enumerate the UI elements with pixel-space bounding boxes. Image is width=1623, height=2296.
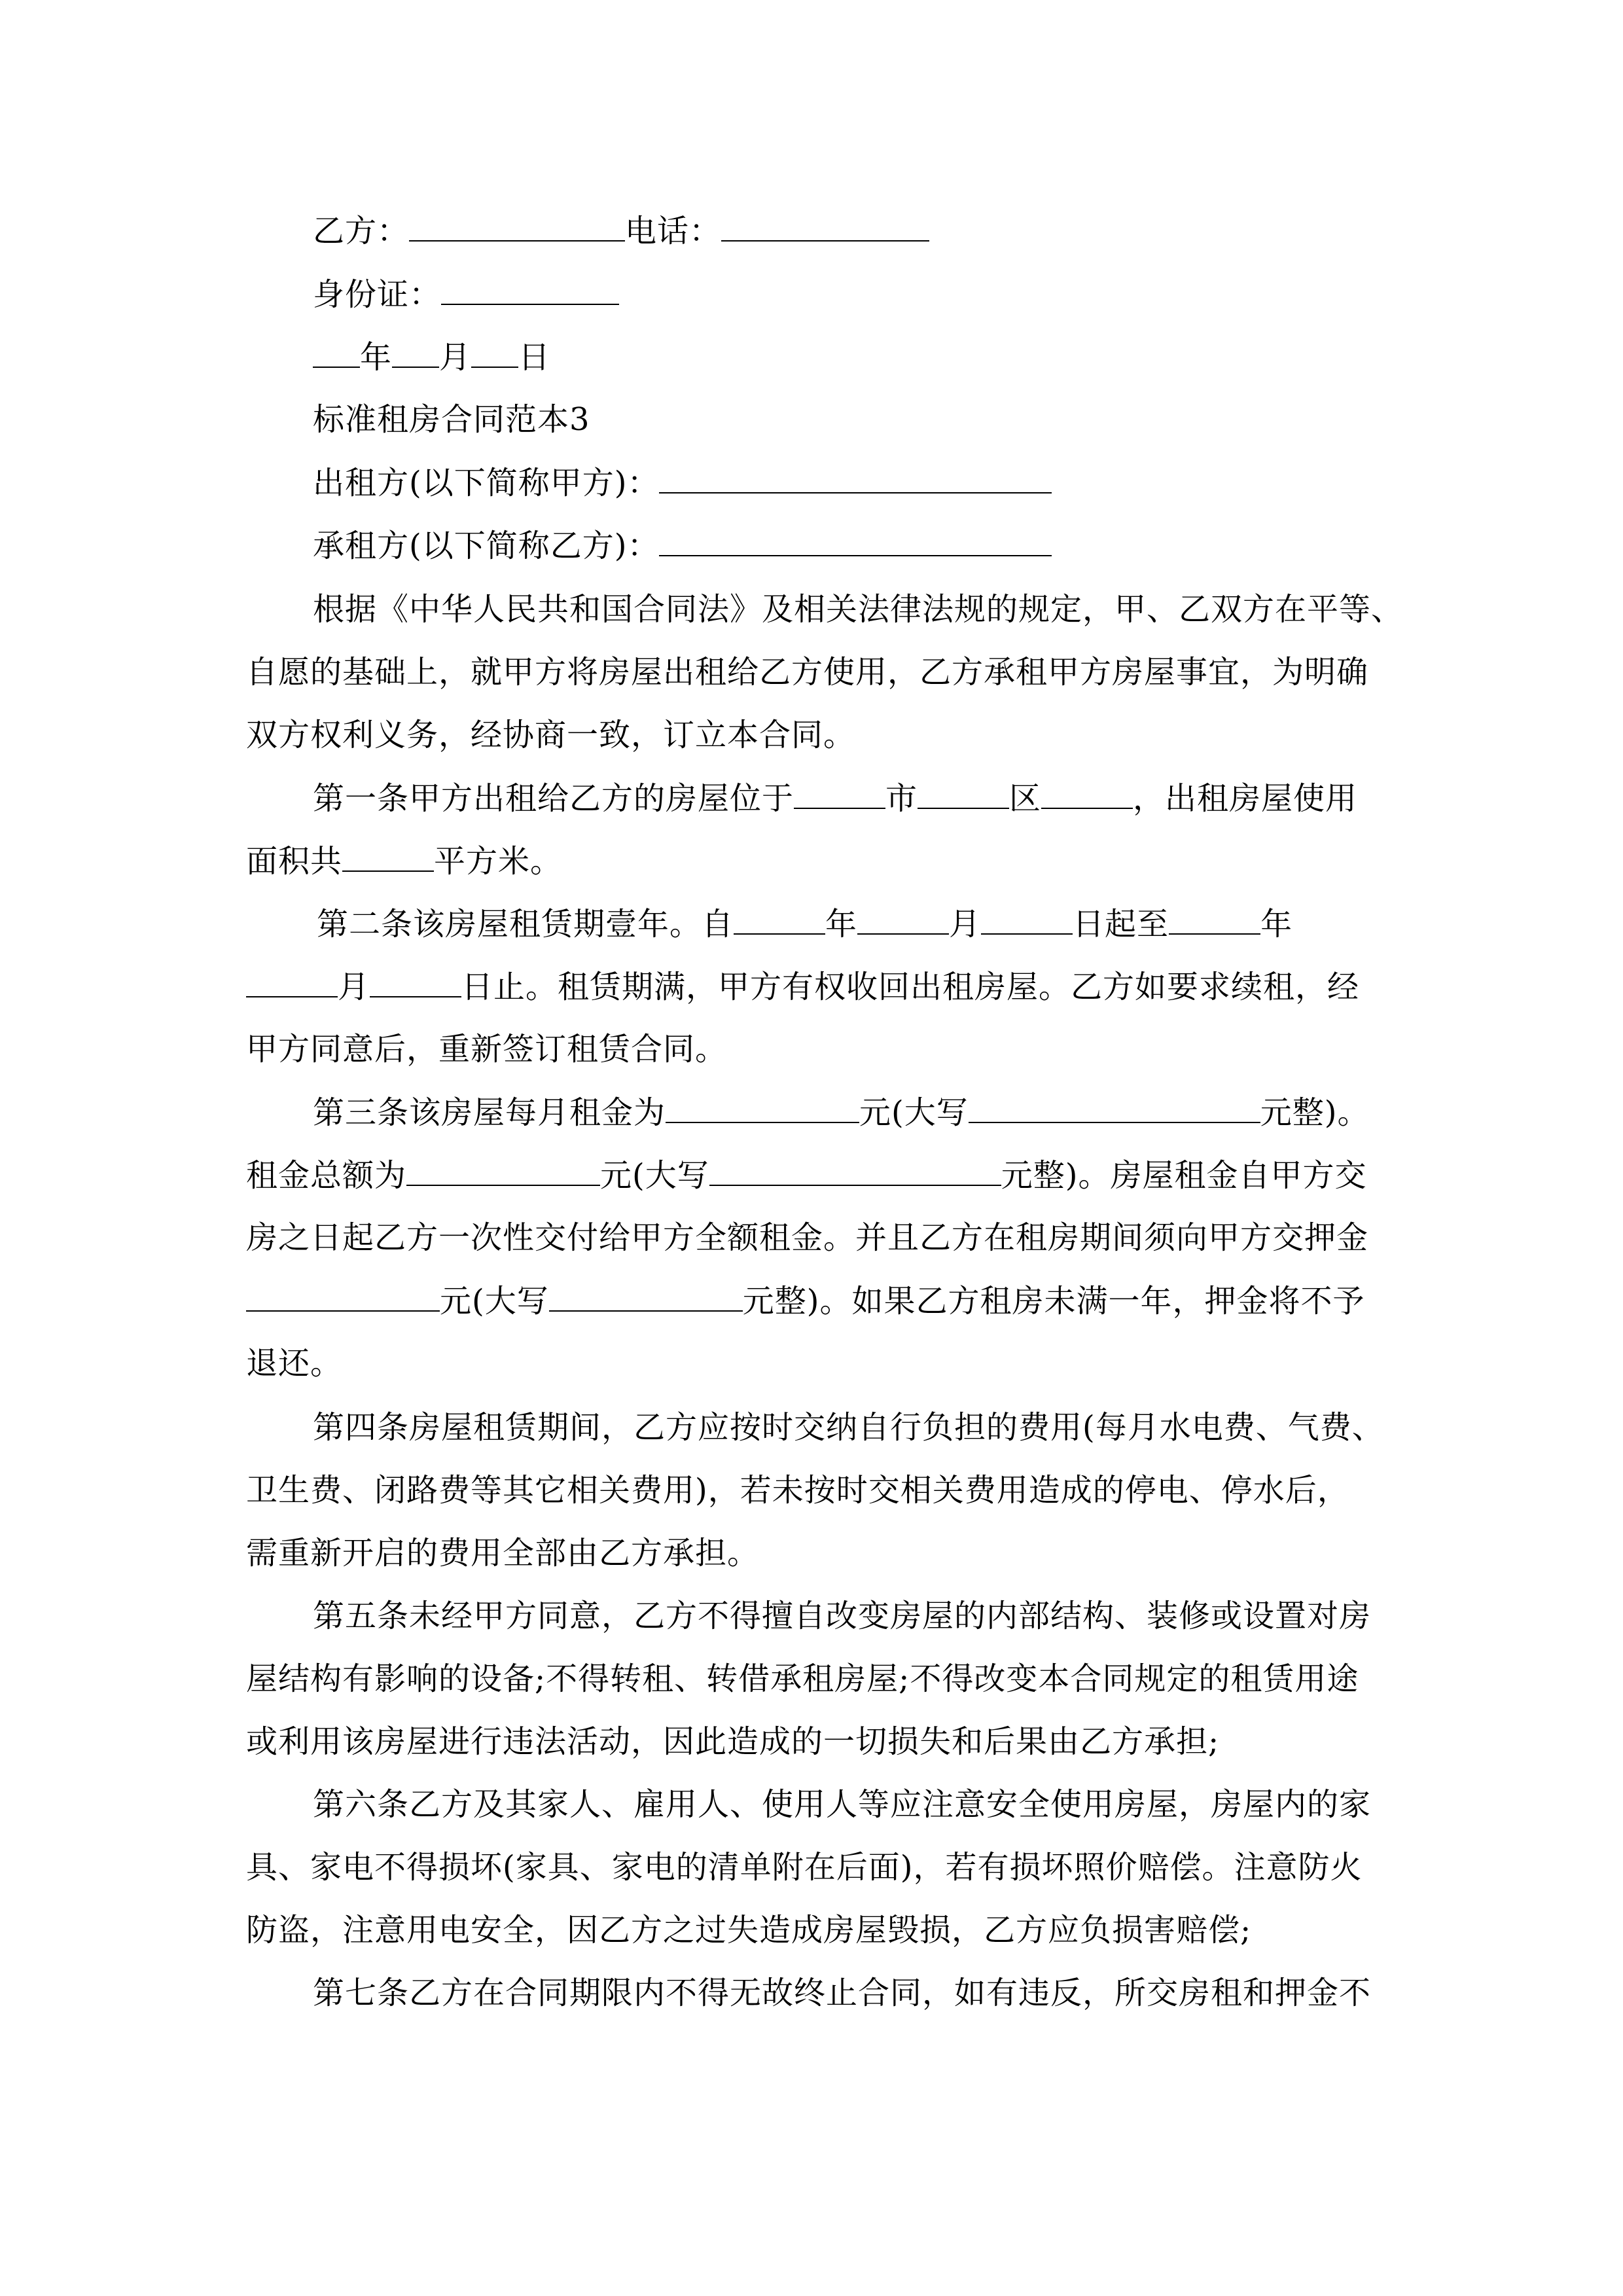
article-6-line-2: 具、家电不得损坏(家具、家电的清单附在后面)，若有损坏照价赔偿。注意防火: [246, 1849, 1363, 1886]
month-blank[interactable]: [392, 338, 439, 368]
article-2-month: 月: [949, 906, 982, 942]
area-blank[interactable]: [342, 842, 434, 872]
article-2-year: 年: [825, 906, 858, 942]
lessee-label: 承租方(以下简称乙方)：: [313, 528, 660, 564]
date-year: 年: [360, 339, 393, 376]
article-3-total-capital-label: 元(大写: [600, 1157, 709, 1194]
end-day-blank[interactable]: [370, 967, 461, 997]
article-3-line-4: [246, 1282, 1364, 1320]
article-1-text: 第一条甲方出租给乙方的房屋位于: [313, 780, 794, 817]
party-b-line: [313, 211, 929, 250]
article-2-end-month: 月: [338, 969, 370, 1005]
party-b-blank[interactable]: [409, 211, 625, 242]
document-title: 标准租房合同范本3: [313, 401, 590, 438]
deposit-blank[interactable]: [246, 1282, 440, 1312]
intro-line-1: 根据《中华人民共和国合同法》及相关法律法规的规定，甲、乙双方在平等、: [313, 591, 1404, 628]
lessee-blank[interactable]: [659, 526, 1052, 556]
party-b-label: 乙方：: [313, 213, 410, 249]
article-3-total-label: 租金总额为: [246, 1157, 407, 1194]
monthly-rent-capital-blank[interactable]: [969, 1093, 1260, 1123]
day-blank[interactable]: [471, 338, 518, 368]
lessor-blank[interactable]: [659, 463, 1052, 493]
total-rent-capital-blank[interactable]: [709, 1156, 1001, 1186]
article-1-district: 区: [1009, 780, 1042, 817]
year-blank[interactable]: [313, 338, 360, 368]
article-3-capital-label: 元(大写: [859, 1094, 969, 1131]
article-2-text-2: 日止。租赁期满，甲方有权收回出租房屋。乙方如要求续租，经: [461, 969, 1360, 1005]
id-card-line: [313, 275, 619, 314]
article-2-end-year: 年: [1260, 906, 1293, 942]
article-1-line-2: [246, 842, 562, 880]
article-2-until: 日起至: [1073, 906, 1169, 942]
article-5-line-1: 第五条未经甲方同意，乙方不得擅自改变房屋的内部结构、装修或设置对房: [313, 1598, 1372, 1634]
lessor-line: [313, 463, 1052, 502]
article-1-text-2: ，出租房屋使用: [1133, 780, 1358, 817]
deposit-capital-blank[interactable]: [549, 1282, 743, 1312]
article-3-text: 第三条该房屋每月租金为: [313, 1094, 666, 1131]
article-7-line-1: 第七条乙方在合同期限内不得无故终止合同，如有违反，所交房租和押金不: [313, 1975, 1372, 2011]
date-day: 日: [518, 339, 551, 376]
article-5-line-2: 屋结构有影响的设备;不得转租、转借承租房屋;不得改变本合同规定的租赁用途: [246, 1660, 1359, 1697]
city-blank[interactable]: [794, 779, 885, 809]
article-1-city: 市: [885, 780, 918, 817]
start-year-blank[interactable]: [734, 905, 825, 935]
article-1-line-1: [313, 779, 1357, 817]
article-2-line-2: [246, 967, 1359, 1006]
article-5-line-3: 或利用该房屋进行违法活动，因此造成的一切损失和后果由乙方承担;: [246, 1723, 1220, 1760]
monthly-rent-blank[interactable]: [666, 1093, 859, 1123]
article-3-text-2: 元整)。房屋租金自甲方交: [1001, 1157, 1367, 1194]
article-4-line-2: 卫生费、闭路费等其它相关费用)，若未按时交相关费用造成的停电、停水后，: [246, 1472, 1349, 1509]
article-3-line-5: 退还。: [246, 1345, 343, 1382]
article-3-text-3: 元整)。如果乙方租房未满一年，押金将不予: [742, 1283, 1365, 1319]
start-day-blank[interactable]: [981, 905, 1073, 935]
article-2-line-1: [317, 905, 1293, 943]
date-month: 月: [439, 339, 472, 376]
district-blank[interactable]: [918, 779, 1009, 809]
end-year-blank[interactable]: [1169, 905, 1260, 935]
intro-line-2: 自愿的基础上，就甲方将房屋出租给乙方使用，乙方承租甲方房屋事宜，为明确: [246, 654, 1369, 691]
article-3-deposit-capital-label: 元(大写: [440, 1283, 549, 1319]
intro-line-3: 双方权利义务，经协商一致，订立本合同。: [246, 717, 856, 753]
total-rent-blank[interactable]: [406, 1156, 600, 1186]
article-2-text: 第二条该房屋租赁期壹年。自: [317, 906, 734, 942]
article-2-line-3: 甲方同意后，重新签订租赁合同。: [246, 1031, 728, 1067]
article-3-line-2: [246, 1156, 1366, 1194]
article-3-line-3: 房之日起乙方一次性交付给甲方全额租金。并且乙方在租房期间须向甲方交押金: [246, 1219, 1369, 1256]
article-1-area-unit: 平方米。: [434, 843, 563, 880]
end-month-blank[interactable]: [246, 967, 338, 997]
phone-label: 电话：: [625, 213, 722, 249]
start-month-blank[interactable]: [857, 905, 949, 935]
address-blank[interactable]: [1041, 779, 1133, 809]
phone-blank[interactable]: [721, 211, 929, 242]
article-4-line-1: 第四条房屋租赁期间，乙方应按时交纳自行负担的费用(每月水电费、气费、: [313, 1409, 1384, 1446]
id-card-label: 身份证：: [313, 276, 442, 313]
article-3-capital-end: 元整)。: [1260, 1094, 1370, 1131]
id-card-blank[interactable]: [441, 275, 619, 305]
article-4-line-3: 需重新开启的费用全部由乙方承担。: [246, 1535, 760, 1571]
article-3-line-1: [313, 1093, 1369, 1132]
date-line: [313, 338, 550, 376]
article-6-line-1: 第六条乙方及其家人、雇用人、使用人等应注意安全使用房屋，房屋内的家: [313, 1786, 1372, 1823]
lessee-line: [313, 526, 1052, 565]
article-1-area-label: 面积共: [246, 843, 343, 880]
article-6-line-3: 防盗，注意用电安全，因乙方之过失造成房屋毁损，乙方应负损害赔偿;: [246, 1912, 1252, 1948]
lessor-label: 出租方(以下简称甲方)：: [313, 465, 660, 501]
